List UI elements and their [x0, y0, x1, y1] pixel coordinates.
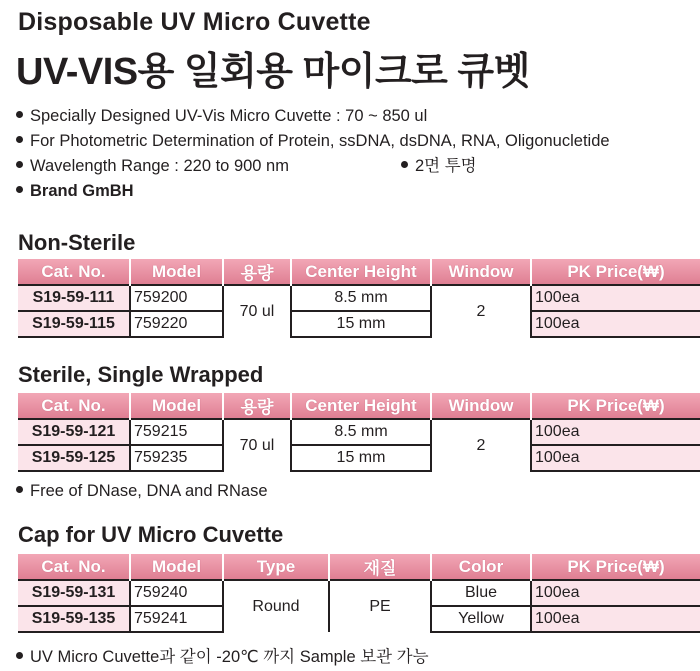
feature-item: For Photometric Determination of Protein, ssDNA, dsDNA, RNA, Oligonucletide — [16, 129, 610, 154]
col-header: PK Price(₩) — [531, 393, 700, 419]
col-header: Color — [431, 554, 531, 580]
cat-no: S19-59-125 — [18, 445, 130, 471]
model: 759215 — [130, 419, 223, 445]
cap-table — [18, 554, 700, 633]
col-header: Cat. No. — [18, 393, 130, 419]
model: 759241 — [130, 606, 223, 632]
feature-item: Wavelength Range : 220 to 900 nm 2면 투명 — [16, 154, 610, 179]
col-header: Type — [223, 554, 329, 580]
bullet-icon — [16, 186, 23, 193]
center-height: 8.5 mm — [291, 285, 431, 311]
pk-price: 100ea — [531, 580, 700, 606]
col-header: Center Height — [291, 259, 431, 285]
center-height: 8.5 mm — [291, 419, 431, 445]
feature-item-brand: Brand GmBH — [16, 179, 610, 204]
table-row — [18, 419, 700, 445]
table-row — [18, 580, 700, 606]
window: 2 — [431, 285, 531, 337]
col-header: 용량 — [223, 393, 291, 419]
section-title-sterile: Sterile, Single Wrapped — [18, 362, 264, 387]
table-row — [18, 445, 700, 471]
sterile-table — [18, 393, 700, 472]
table-row — [18, 285, 700, 311]
pk-price: 100ea — [531, 419, 700, 445]
title-korean: UV-VIS용 일회용 마이크로 큐벳 — [16, 51, 530, 93]
center-height: 15 mm — [291, 445, 431, 471]
col-header: PK Price(₩) — [531, 554, 700, 580]
table-row — [18, 311, 700, 337]
model: 759220 — [130, 311, 223, 337]
non-sterile-table — [18, 259, 700, 338]
feature-item: Specially Designed UV-Vis Micro Cuvette : 70 ~ 850 ul — [16, 104, 610, 129]
col-header: Cat. No. — [18, 554, 130, 580]
table-header-row — [18, 259, 700, 285]
bullet-icon — [16, 111, 23, 118]
feature-item: 2면 투명 — [401, 154, 477, 179]
col-header: Model — [130, 393, 223, 419]
color: Blue — [431, 580, 531, 606]
table-header-row — [18, 554, 700, 580]
pk-price: 100ea — [531, 445, 700, 471]
col-header: Model — [130, 554, 223, 580]
section-title-cap: Cap for UV Micro Cuvette — [18, 522, 284, 547]
bullet-icon — [16, 652, 23, 659]
window: 2 — [431, 419, 531, 471]
section-title-non-sterile: Non-Sterile — [18, 230, 136, 255]
model: 759200 — [130, 285, 223, 311]
volume: 70 ul — [223, 285, 291, 337]
cat-no: S19-59-131 — [18, 580, 130, 606]
col-header: Window — [431, 259, 531, 285]
feature-list — [16, 104, 610, 204]
pk-price: 100ea — [531, 311, 700, 337]
bullet-icon — [401, 161, 408, 168]
cat-no: S19-59-135 — [18, 606, 130, 632]
color: Yellow — [431, 606, 531, 632]
material: PE — [329, 580, 431, 632]
cap-note: UV Micro Cuvette과 같이 -20℃ 까지 Sample 보관 가능 — [16, 643, 429, 667]
pk-price: 100ea — [531, 606, 700, 632]
title-english: Disposable UV Micro Cuvette — [18, 8, 371, 36]
bullet-icon — [16, 161, 23, 168]
col-header: PK Price(₩) — [531, 259, 700, 285]
bullet-icon — [16, 136, 23, 143]
col-header: 재질 — [329, 554, 431, 580]
sterile-note: Free of DNase, DNA and RNase — [16, 482, 268, 501]
cat-no: S19-59-111 — [18, 285, 130, 311]
col-header: Center Height — [291, 393, 431, 419]
pk-price: 100ea — [531, 285, 700, 311]
model: 759235 — [130, 445, 223, 471]
table-header-row — [18, 393, 700, 419]
volume: 70 ul — [223, 419, 291, 471]
col-header: Model — [130, 259, 223, 285]
bullet-icon — [16, 486, 23, 493]
type: Round — [223, 580, 329, 632]
model: 759240 — [130, 580, 223, 606]
col-header: 용량 — [223, 259, 291, 285]
cat-no: S19-59-115 — [18, 311, 130, 337]
col-header: Window — [431, 393, 531, 419]
col-header: Cat. No. — [18, 259, 130, 285]
center-height: 15 mm — [291, 311, 431, 337]
cat-no: S19-59-121 — [18, 419, 130, 445]
